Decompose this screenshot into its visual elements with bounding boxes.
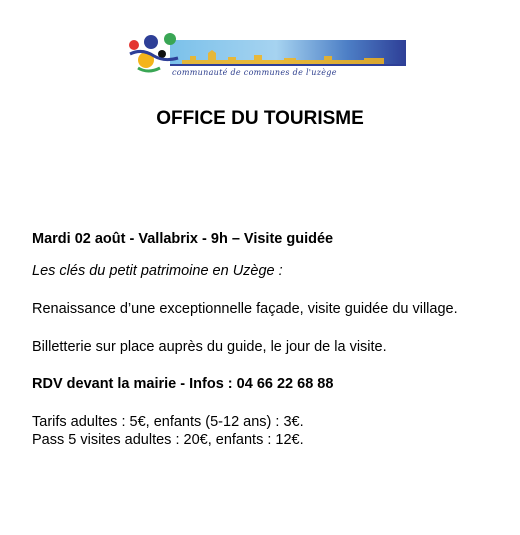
ticketing-info: Billetterie sur place auprès du guide, le jour de la visite. bbox=[32, 339, 387, 355]
event-description: Renaissance d’une exceptionnelle façade, visite guidée du village. bbox=[32, 301, 458, 317]
logo-caption: communauté de communes de l'uzège bbox=[172, 68, 337, 77]
price-line: Tarifs adultes : 5€, enfants (5-12 ans) : 3€. bbox=[32, 414, 304, 430]
price-line: Pass 5 visites adultes : 20€, enfants : 12€. bbox=[32, 432, 304, 448]
event-title: Mardi 02 août - Vallabrix - 9h – Visite guidée bbox=[32, 231, 334, 247]
page-title: OFFICE DU TOURISME bbox=[156, 108, 364, 129]
event-details bbox=[32, 230, 512, 449]
event-subtitle: Les clés du petit patrimoine en Uzège : bbox=[32, 263, 283, 279]
price-list bbox=[32, 413, 512, 449]
logo bbox=[124, 30, 408, 82]
meeting-info: RDV devant la mairie - Infos : 04 66 22 68 88 bbox=[32, 376, 334, 392]
